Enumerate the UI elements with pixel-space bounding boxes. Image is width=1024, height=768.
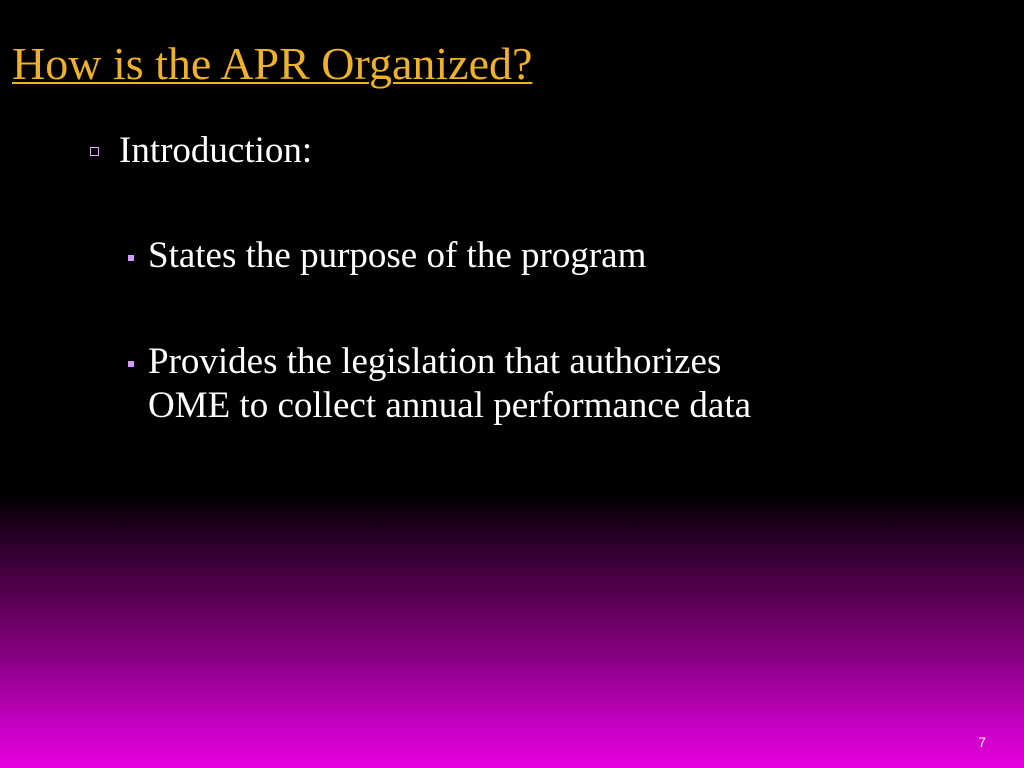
sub-bullet-text (148, 234, 646, 278)
bullet-text: Introduction: (119, 130, 313, 171)
sub-bullet-purpose (128, 234, 646, 278)
hollow-square-bullet-icon (90, 147, 99, 156)
sub-bullet-line: Provides the legislation that authorizes (148, 341, 722, 382)
bullet-introduction (90, 128, 312, 174)
sub-bullet-line: OME to collect annual performance data (148, 385, 752, 426)
sub-bullet-legislation (128, 340, 751, 428)
square-bullet-icon (128, 361, 134, 367)
sub-bullet-text (148, 340, 751, 428)
page-number: 7 (978, 734, 986, 750)
slide-title: How is the APR Organized? (12, 38, 533, 89)
square-bullet-icon (128, 255, 134, 261)
sub-bullet-line: States the purpose of the program (148, 235, 647, 276)
